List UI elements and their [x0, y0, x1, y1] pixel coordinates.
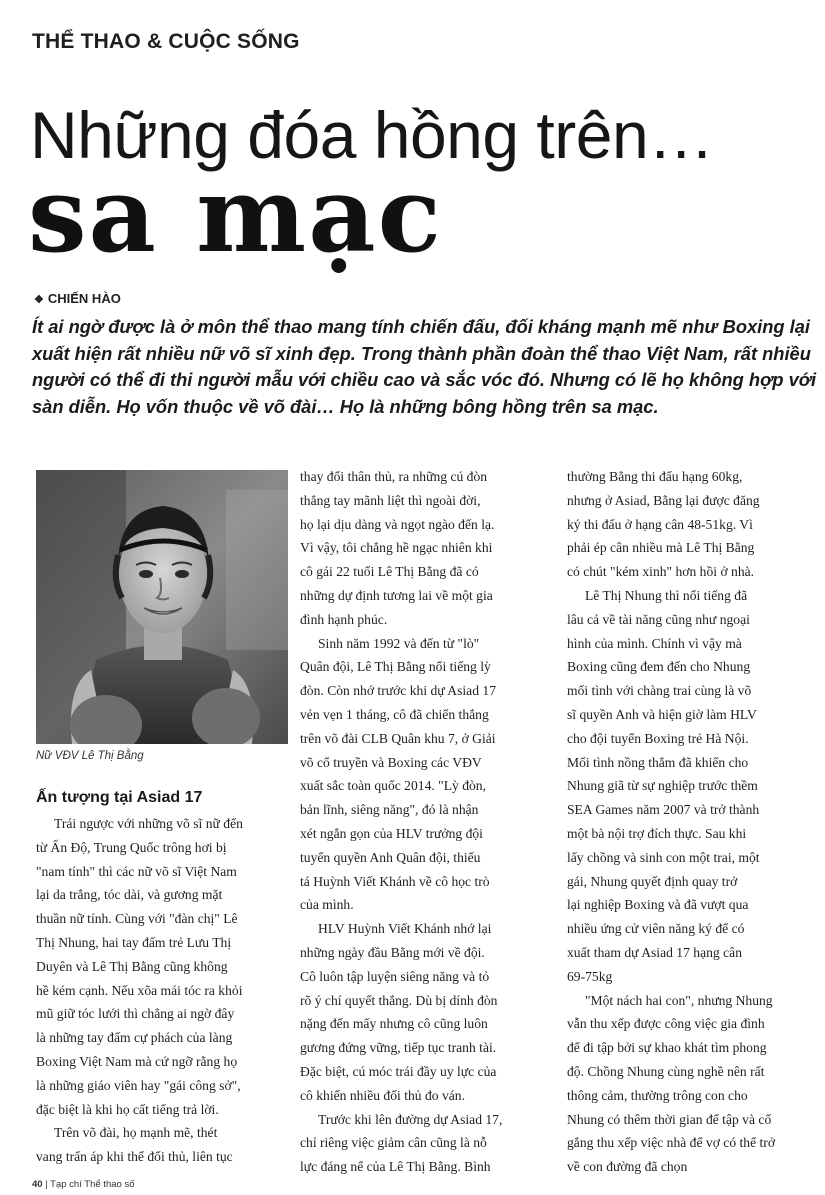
text-line: có chút "kém xinh" hơn hồi ở nhà.	[567, 564, 755, 580]
text-line: thẳng tay mãnh liệt thì ngoài đời,	[300, 492, 481, 508]
text-column-1	[36, 812, 286, 1169]
text-line: "nam tính" thì các nữ võ sĩ Việt Nam	[36, 863, 237, 879]
text-line: HLV Huỳnh Viết Khánh nhớ lại	[318, 921, 492, 937]
text-line: Sinh năm 1992 và đến từ "lò"	[318, 635, 480, 651]
text-line: lấy chồng và sinh con một trai, một	[567, 849, 760, 865]
text-line: bản lĩnh, siêng năng", đó là nhận	[300, 802, 479, 818]
text-line: ký thi đấu ở hạng cân 48-51kg. Vì	[567, 516, 753, 532]
text-line: hề kém cạnh. Nếu xõa mái tóc ra khỏi	[36, 982, 243, 998]
text-line: "Một nách hai con", nhưng Nhung	[585, 992, 773, 1008]
text-line: để đi tập bởi sự khao khát tìm phong	[567, 1040, 767, 1056]
text-line: Vì vậy, tôi chẳng hề ngạc nhiên khi	[300, 540, 493, 556]
text-line: phải ép cân nhiều mà Lê Thị Bằng	[567, 540, 755, 556]
text-line: Boxing cũng đem đến cho Nhung	[567, 659, 751, 675]
article-title-line2: sa mạc	[28, 153, 443, 276]
text-line: SEA Games năm 2007 và trở thành	[567, 802, 760, 818]
text-line: gắng thu xếp việc nhà để vợ có thể trở	[567, 1135, 776, 1151]
text-line: võ cổ truyền và Boxing các VĐV	[300, 754, 482, 770]
text-line: cô khiến nhiều đối thủ đo ván.	[300, 1087, 465, 1103]
text-line: thuần nữ tính. Cùng với "đàn chị" Lê	[36, 911, 238, 927]
text-line: Quân đội, Lê Thị Bằng nổi tiếng lỳ	[300, 659, 491, 675]
diamond-icon: ❖	[34, 294, 44, 306]
text-line: Trái ngược với những võ sĩ nữ đến	[54, 816, 243, 831]
text-line: thông cảm, thường trông con cho	[567, 1087, 748, 1103]
text-line: cô gái 22 tuổi Lê Thị Bằng đã có	[300, 564, 479, 580]
text-column-2	[300, 465, 555, 1179]
boxer-portrait-illustration	[36, 470, 288, 744]
author-name: CHIẾN HÀO	[47, 291, 121, 306]
text-line: đòn. Còn nhớ trước khi dự Asiad 17	[300, 683, 497, 699]
text-line: nhưng ở Asiad, Bằng lại được đăng	[567, 492, 760, 508]
text-line: Nhung có thêm thời gian để tập và cố	[567, 1111, 772, 1127]
text-line: là những giáo viên hay "gái công sở",	[36, 1077, 241, 1093]
text-column-3	[567, 465, 819, 1179]
text-line: vang trấn áp khi thể đối thủ, liên tục	[36, 1149, 233, 1165]
text-line: họ lại dịu dàng và ngọt ngào đến lạ.	[300, 516, 495, 532]
text-line: Đặc biệt, cú móc trái đầy uy lực của	[300, 1063, 497, 1079]
text-line: lại da trắng, tóc dài, và gương mặt	[36, 887, 223, 903]
lead-line: người có thể đi thi người mẫu với chiều cao và sắc vóc đó. Nhưng có lẽ họ không hợp với	[32, 369, 817, 390]
text-line: xuất tham dự Asiad 17 hạng cân	[567, 944, 742, 960]
text-line: xét ngắn gọn của HLV trưởng đội	[300, 825, 483, 841]
section-heading: THỂ THAO & CUỘC SỐNG	[32, 30, 300, 53]
text-line: vẫn thu xếp được công việc gia đình	[567, 1016, 765, 1032]
text-line: nhiều ứng cử viên năng ký để có	[567, 921, 745, 937]
text-line: vẻn vẹn 1 tháng, cô đã chiến thắng	[300, 706, 489, 722]
text-line: Thị Nhung, hai tay đấm trẻ Lưu Thị	[36, 934, 232, 950]
text-line: 69-75kg	[567, 968, 613, 984]
text-line: Trên võ đài, họ mạnh mẽ, thét	[54, 1125, 218, 1141]
text-line: về con đường đã chọn	[567, 1159, 688, 1175]
text-line: lực đáng nể của Lê Thị Bằng. Bình	[300, 1159, 491, 1175]
text-line: những dự định tương lai về một gia	[300, 587, 493, 603]
subheading: Ấn tượng tại Asiad 17	[36, 789, 203, 806]
text-line: trên võ đài CLB Quân khu 7, ở Giải	[300, 730, 496, 746]
article-title-line1: Những đóa hồng trên…	[30, 98, 714, 172]
text-line: từ Ấn Độ, Trung Quốc trông hơi bị	[36, 839, 227, 855]
text-line: lại nghiệp Boxing và đã vượt qua	[567, 897, 749, 913]
text-line: hình của mình. Chính vì vậy mà	[567, 635, 742, 651]
text-line: chỉ riêng việc giảm cân cũng là nỗ	[300, 1135, 487, 1151]
magazine-name: | Tạp chí Thể thao số	[45, 1179, 135, 1190]
text-line: là những tay đấm cự phách của làng	[36, 1030, 233, 1046]
photo-caption: Nữ VĐV Lê Thị Bằng	[36, 750, 144, 762]
text-line: Lê Thị Nhung thì nổi tiếng đã	[585, 587, 748, 603]
text-line: mũ giữ tóc lưới thì chẳng ai ngờ đây	[36, 1006, 235, 1022]
text-line: độ. Chồng Nhung cùng nghề nên rất	[567, 1063, 765, 1079]
text-line: Cô luôn tập luyện siêng năng và tỏ	[300, 968, 490, 984]
page-number: 40	[32, 1179, 43, 1190]
lead-line: sàn diễn. Họ vốn thuộc về võ đài… Họ là những bông hồng trên sa mạc.	[32, 395, 659, 417]
text-line: những ngày đầu Bằng mới về đội.	[300, 944, 485, 960]
lead-line: Ít ai ngờ được là ở môn thể thao mang tính chiến đấu, đối kháng mạnh mẽ như Boxing lại	[32, 316, 810, 337]
text-line: đặc biệt là khi họ cất tiếng trả lời.	[36, 1101, 219, 1117]
text-line: Nhung giã từ sự nghiệp trước thềm	[567, 778, 758, 794]
lead-paragraph	[32, 314, 820, 420]
text-line: cho đội tuyển Boxing trẻ Hà Nội.	[567, 730, 749, 746]
text-line: nặng đến mấy nhưng cô cũng luôn	[300, 1016, 488, 1032]
text-line: Trước khi lên đường dự Asiad 17,	[318, 1111, 503, 1127]
text-line: thường Bằng thi đấu hạng 60kg,	[567, 469, 743, 484]
text-line: gương đứng vững, tiếp tục tranh tài.	[300, 1040, 497, 1056]
text-line: Mối tình nồng thắm đã khiến cho	[567, 754, 749, 770]
text-line: của mình.	[300, 897, 354, 913]
text-line: sĩ quyền Anh và hiện giờ làm HLV	[567, 706, 757, 722]
text-line: xuất sắc toàn quốc 2014. "Lỳ đòn,	[300, 778, 487, 794]
text-line: mối tình với chàng trai cùng là võ	[567, 683, 752, 699]
text-line: tuyển quyền Anh Quân đội, thiếu	[300, 849, 481, 865]
lead-line: xuất hiện rất nhiều nữ võ sĩ xinh đẹp. Trong thành phần đoàn thể thao Việt Nam, rất nhiều	[32, 342, 811, 364]
author-byline	[34, 291, 121, 306]
boxer-photo	[36, 470, 288, 744]
text-line: thay đổi thân thủ, ra những cú đòn	[300, 469, 488, 484]
text-line: tá Huỳnh Viết Khánh về cô học trò	[300, 873, 490, 889]
text-line: Boxing Việt Nam mà cứ ngỡ rằng họ	[36, 1053, 238, 1069]
text-line: rõ ý chí quyết thắng. Dù bị dính đòn	[300, 992, 498, 1008]
text-line: lâu cả về tài năng cũng như ngoại	[567, 611, 750, 627]
page-footer	[32, 1179, 134, 1190]
text-line: đình hạnh phúc.	[300, 611, 388, 627]
text-line: Duyên và Lê Thị Bằng cũng không	[36, 958, 228, 974]
text-line: gái, Nhung quyết định quay trở	[567, 873, 738, 889]
text-line: một bà nội trợ đích thực. Sau khi	[567, 825, 747, 841]
